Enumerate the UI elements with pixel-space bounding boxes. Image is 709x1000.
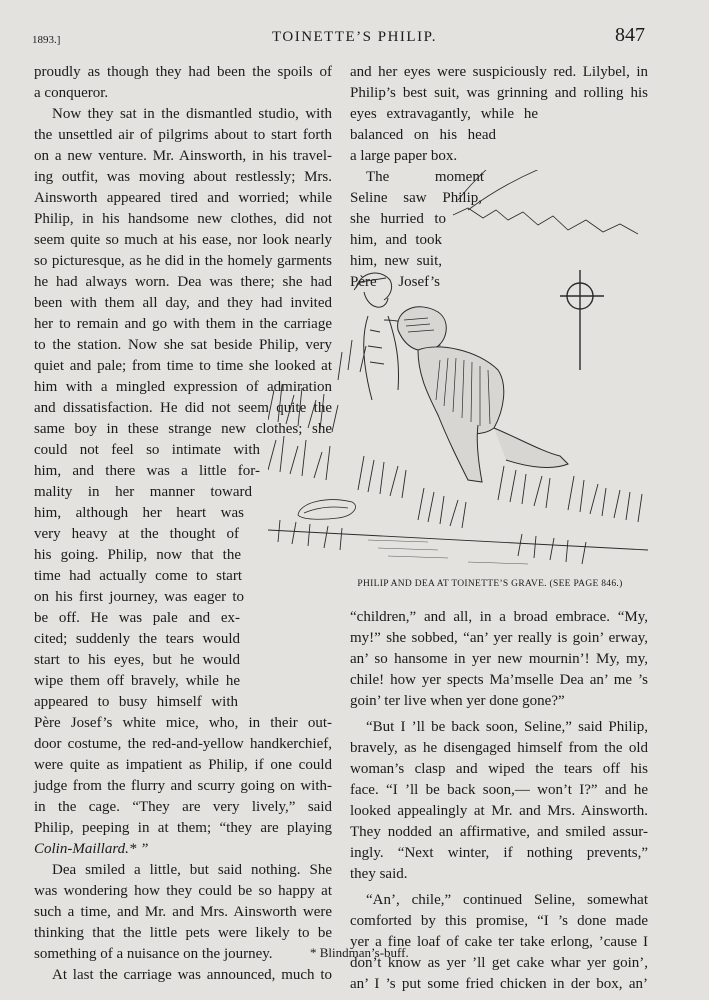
text-line: judge from the flurry and scurry going on with- xyxy=(34,778,332,794)
text-line: ingly. “Next winter, if nothing prevents,” xyxy=(350,845,648,861)
text-line: him, although her heart was xyxy=(34,505,244,521)
running-title: TOINETTE’S PHILIP. xyxy=(271,29,438,45)
text-line: “An’, chile,” continued Seline, somewhat xyxy=(366,892,648,908)
text-line: cited; suddenly the tears would xyxy=(34,631,240,647)
text-line: same boy in these strange new clothes; she xyxy=(34,421,332,437)
text-line: he had always worn. Dea was there; she had xyxy=(34,274,332,290)
text-line: quiet and pale; from time to time she looked at xyxy=(34,358,332,374)
text-line: on a new venture. Mr. Ainsworth, in his travel- xyxy=(34,148,332,164)
text-line: she hurried to xyxy=(350,211,446,227)
text-line: be off. He was pale and ex- xyxy=(34,610,240,626)
text-line: Père Josef’s xyxy=(350,274,440,290)
text-line: balanced on his head xyxy=(350,127,496,143)
text-line: him, and there was a little for- xyxy=(34,463,260,479)
text-line: “children,” and all, in a broad embrace. “My, xyxy=(350,609,648,625)
text-line: “But I ’ll be back soon, Seline,” said Philip, xyxy=(366,719,648,735)
text-line: were quite as impatient as Philip, if one could xyxy=(34,757,332,773)
text-line: so picturesque, as he did in the homely garments xyxy=(34,253,332,269)
text-line: comforted by this promise, “I ’s done made xyxy=(350,913,648,929)
text-line: goin’ ter live when yer done gone?” xyxy=(350,693,565,709)
text-line: her to remain and go with them in the carriage xyxy=(34,316,332,332)
engraving-illustration xyxy=(268,170,650,575)
text-line: appeared to busy himself with xyxy=(34,694,238,710)
text-line: door costume, the red-and-yellow handkerchief, xyxy=(34,736,332,752)
grave-cross-icon xyxy=(560,270,604,370)
page-number: 847 xyxy=(615,24,645,46)
text-line: eyes extravagantly, while he xyxy=(350,106,538,122)
text-line: They nodded an affirmative, and smiled assur- xyxy=(350,824,648,840)
text-line: and dissatisfaction. He did not seem quite the xyxy=(34,400,332,416)
text-line: a large paper box. xyxy=(350,148,458,164)
text-line: the unsettled air of pilgrims about to start forth xyxy=(34,127,332,143)
text-line: Père Josef’s white mice, who, in their out- xyxy=(34,715,332,731)
text-line: ing outfit, was moving about restlessly; Mrs. xyxy=(34,169,332,185)
text-line: proudly as though they had been the spoils of xyxy=(34,64,332,80)
text-line: something of a nuisance on the journey. xyxy=(34,946,273,962)
text-line: don’t know as yer ’ll get cake whar yer goin’, xyxy=(350,955,648,971)
text-line: Dea smiled a little, but said nothing. She xyxy=(52,862,332,878)
text-line: very heavy at the thought of xyxy=(34,526,239,542)
text-line: wipe them off bravely, while he xyxy=(34,673,240,689)
text-line: on his first journey, was eager to xyxy=(34,589,244,605)
text-line: a conqueror. xyxy=(34,85,109,101)
text-line: woman’s clasp and wiped the tears off his xyxy=(350,761,648,777)
text-line: seem quite so much at his ease, nor look nearly xyxy=(34,232,332,248)
footnote: * Blindman’s-buff. xyxy=(310,945,409,960)
text-line: his going. Philip, now that the xyxy=(34,547,241,563)
text-line: start to his eyes, but he would xyxy=(34,652,240,668)
text-line: to the station. Now she sat beside Philip, very xyxy=(34,337,332,353)
hillside-bank xyxy=(453,170,648,234)
text-line: The moment xyxy=(366,169,484,185)
text-line: bravely, as he disengaged himself from the old xyxy=(350,740,648,756)
text-line: chile! how yer spects Ma’mselle Dea an’ me ’s xyxy=(350,672,648,688)
text-line: they said. xyxy=(350,866,408,882)
text-line: such a time, and Mr. and Mrs. Ainsworth were xyxy=(34,904,332,920)
text-line: Seline saw Philip, xyxy=(350,190,482,206)
ground-hatching xyxy=(368,540,528,564)
illustration-caption: PHILIP AND DEA AT TOINETTE’S GRAVE. (SEE PAGE 846.) xyxy=(357,579,623,589)
text-line: At last the carriage was announced, much to xyxy=(52,967,332,983)
text-line: my!” she sobbed, “an’ yer really is goin’ erway, xyxy=(350,630,648,646)
text-line: an’ I ’s put some fried chicken in der box, an’ xyxy=(350,976,648,992)
text-line: Colin-Maillard.* ” xyxy=(34,841,149,857)
text-line: was wondering how they could be so happy at xyxy=(34,883,332,899)
text-line: thinking that the little pets were likely to be xyxy=(34,925,332,941)
text-line: looked appealingly at Mr. and Mrs. Ainsworth. xyxy=(350,803,648,819)
text-line: mality in her manner toward xyxy=(34,484,252,500)
text-line: Ainsworth appeared tired and worried; while xyxy=(34,190,332,206)
text-line: Now they sat in the dismantled studio, with xyxy=(52,106,332,122)
text-line: Philip, in his handsome new clothes, did not xyxy=(34,211,332,227)
text-line: yer a fine loaf of cake ter take erlong, ’cause I xyxy=(350,934,648,950)
text-line: Philip’s best suit, was grinning and rolling his xyxy=(350,85,648,101)
text-line: been with them all day, and they had invited xyxy=(34,295,332,311)
text-line: in the cage. “They are very lively,” said xyxy=(34,799,332,815)
text-line: him, new suit, xyxy=(350,253,442,269)
text-line: him, and took xyxy=(350,232,442,248)
text-line: him with a mingled expression of admiration xyxy=(34,379,332,395)
text-line: an’ so hansome in yer new mournin’! My, my, xyxy=(350,651,648,667)
running-header xyxy=(0,24,709,54)
text-line: and her eyes were suspiciously red. Lilybel, in xyxy=(350,64,648,80)
text-line: Philip, peeping in at them; “they are playing xyxy=(34,820,332,836)
philip-figure xyxy=(398,307,568,482)
text-line: time had actually come to start xyxy=(34,568,242,584)
text-line: face. “I ’ll be back soon,— won’t I?” and he xyxy=(350,782,648,798)
grave-mound xyxy=(298,500,356,520)
issue-date: 1893.] xyxy=(32,34,61,46)
text-line: could not feel so intimate with xyxy=(34,442,260,458)
